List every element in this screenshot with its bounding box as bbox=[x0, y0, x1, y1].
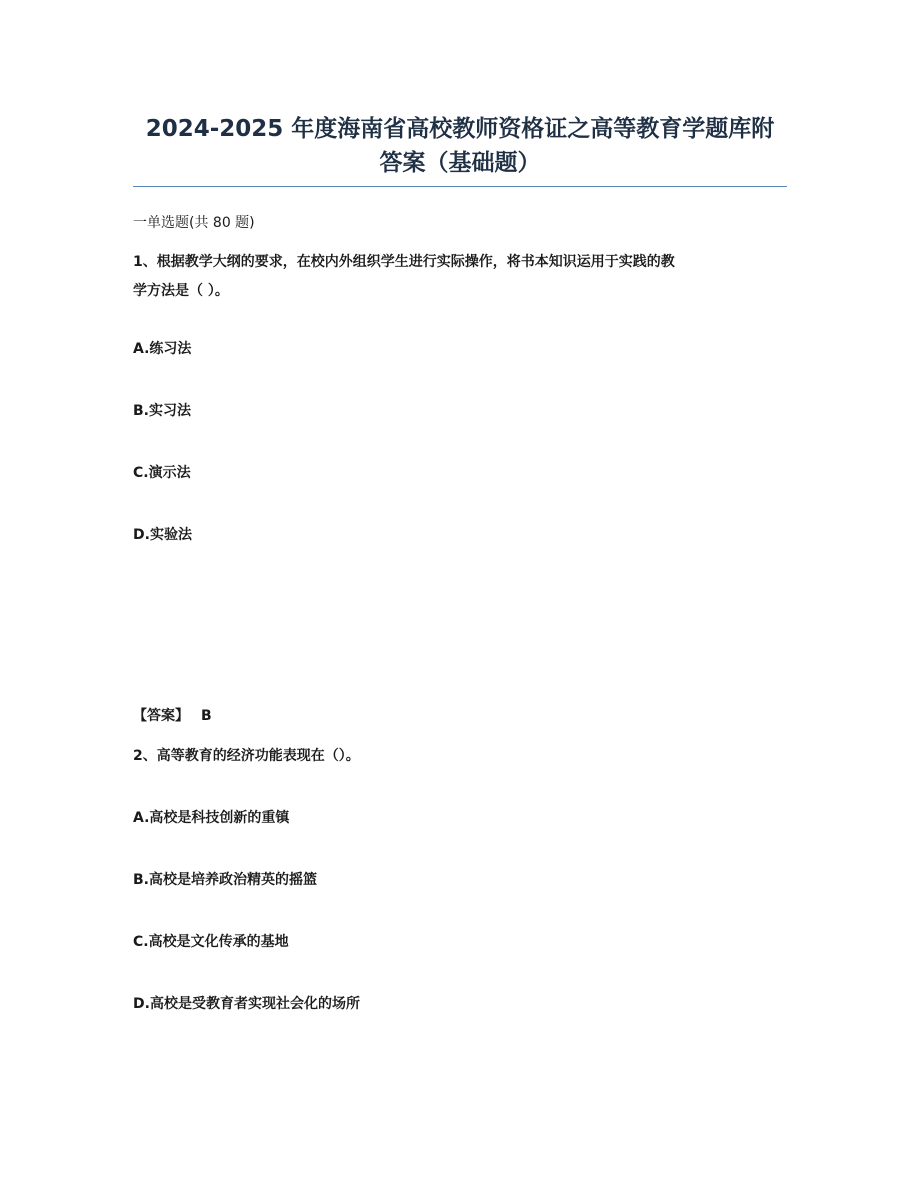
question-1-option-c: C.演示法 bbox=[133, 465, 191, 481]
title-underline bbox=[133, 186, 787, 187]
question-2-stem: 2、高等教育的经济功能表现在（）。 bbox=[133, 748, 360, 764]
question-1-stem-line-1: 1、根据教学大纲的要求，在校内外组织学生进行实际操作，将书本知识运用于实践的教 bbox=[133, 254, 675, 270]
question-1-option-a: A.练习法 bbox=[133, 341, 192, 357]
question-2-option-d: D.高校是受教育者实现社会化的场所 bbox=[133, 996, 360, 1012]
question-1-stem bbox=[133, 248, 793, 306]
title-line-2: 答案（基础题） bbox=[379, 150, 541, 176]
question-1-answer bbox=[133, 706, 212, 726]
title-line-1: 2024-2025 年度海南省高校教师资格证之高等教育学题库附 bbox=[145, 116, 775, 142]
answer-value: B bbox=[201, 708, 212, 724]
question-2-option-c: C.高校是文化传承的基地 bbox=[133, 934, 289, 950]
document-title bbox=[110, 112, 810, 180]
answer-label: 【答案】 bbox=[133, 708, 189, 724]
question-2-option-b: B.高校是培养政治精英的摇篮 bbox=[133, 872, 317, 888]
question-1-option-b: B.实习法 bbox=[133, 403, 191, 419]
question-1-stem-line-2: 学方法是（ ）。 bbox=[133, 283, 229, 299]
section-heading: 一单选题(共 80 题) bbox=[133, 215, 255, 231]
question-2-option-a: A.高校是科技创新的重镇 bbox=[133, 810, 290, 826]
question-1-option-d: D.实验法 bbox=[133, 527, 192, 543]
